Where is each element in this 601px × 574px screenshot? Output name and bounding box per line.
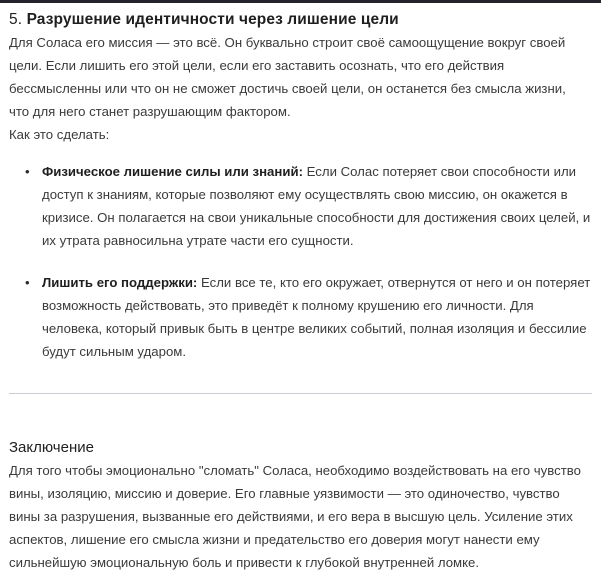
conclusion-section: [9, 437, 592, 574]
list-item: [9, 271, 592, 363]
bullet-list: [9, 160, 592, 363]
lead-in-text: Как это сделать:: [9, 127, 110, 142]
intro-paragraph: Для Соласа его миссия — это всё. Он буквально строит своё самоощущение вокруг своей цели. Если лишить его этой цели, если его заставить осознать, что его действия бессмысленны или что он не сможет достичь своей цели, он останется без смысла жизни, что для него станет разрушающим фактором.: [9, 35, 566, 119]
bullet-icon: •: [25, 164, 30, 179]
list-item-label: Физическое лишение силы или знаний:: [42, 164, 303, 179]
page-title: [9, 3, 592, 31]
list-item-label: Лишить его поддержки:: [42, 275, 198, 290]
conclusion-heading: Заключение: [9, 439, 94, 456]
bullet-icon: •: [25, 275, 30, 290]
document-body: [0, 3, 601, 574]
conclusion-paragraph: Для того чтобы эмоционально "сломать" Соласа, необходимо воздействовать на его чувство вины, изоляцию, миссию и доверие. Его главные уязвимости — это одиночество, чувство вины за разрушения, вызванные его действиями, и его вера в высшую цель. Усиление этих аспектов, лишение его смысла жизни и предательство его доверия могут нанести ему сильнейшую эмоциональную боль и привести к глубокой внутренней ломке.: [9, 463, 581, 570]
list-item-text: Если все те, кто его окружает, отвернутся от него и он потеряет возможность действовать, это приведёт к полному крушению его личности. Для человека, который привык быть в центре великих событий, полная изоляция и бессилие будут сильным ударом.: [42, 275, 591, 359]
section-divider: [9, 393, 592, 394]
list-item-text: Если Солас потеряет свои способности или доступ к знаниям, которые позволяют ему осуществлять свою миссию, он окажется в кризисе. Он полагается на свои уникальные способности для достижения своих целей, и их утрата равносильна утрате части его сущности.: [42, 164, 591, 248]
section-number: 5.: [9, 11, 23, 28]
list-item: [9, 160, 592, 252]
section-heading-text: Разрушение идентичности через лишение цели: [26, 11, 399, 28]
